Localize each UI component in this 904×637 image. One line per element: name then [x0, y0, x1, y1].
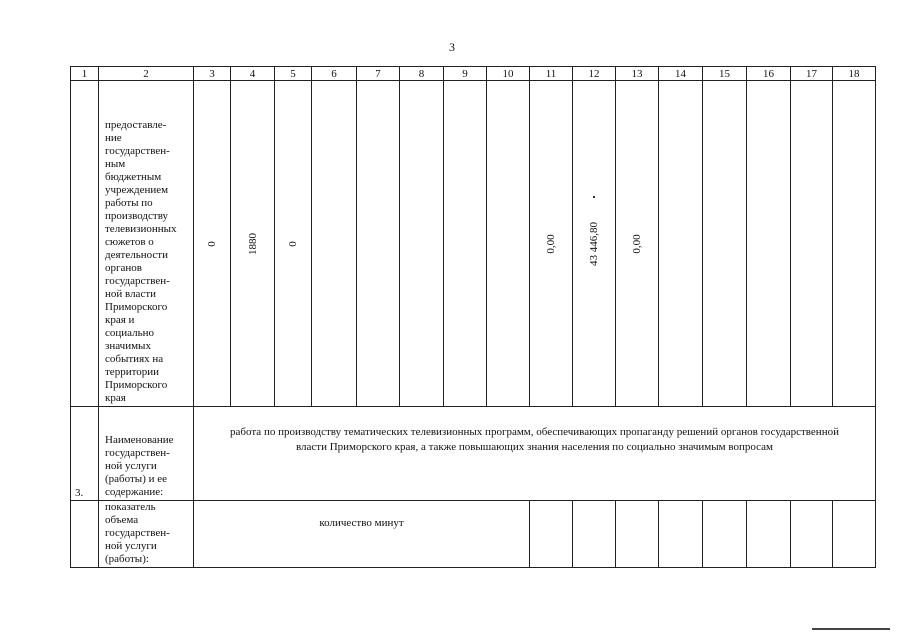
description-line: производству [105, 210, 169, 222]
description-line: ние [105, 132, 122, 144]
column-header: 7 [357, 67, 400, 81]
description-line: ной власти [105, 288, 157, 300]
rotated-value: 0 [206, 240, 218, 247]
empty-cell [747, 501, 791, 568]
column-header: 2 [99, 67, 194, 81]
empty-cell [703, 501, 747, 568]
column-header: 13 [616, 67, 659, 81]
row-number-cell [71, 501, 99, 568]
content-line: работа по производству тематических телевизионных программ, обеспечивающих пропаганду решений органов государственной [230, 425, 839, 438]
label-line: Наименование [105, 434, 174, 446]
column-header: 6 [312, 67, 357, 81]
empty-cell [791, 501, 833, 568]
budget-table [70, 66, 876, 568]
page-number: 3 [449, 40, 455, 54]
row-number-cell [71, 81, 99, 407]
label-line: государствен- [105, 447, 170, 459]
description-line: телевизионных [105, 223, 177, 235]
description-line: Приморского [105, 301, 168, 313]
value-cell-col10 [487, 81, 530, 407]
label-line: ной услуги [105, 460, 157, 472]
description-line: Приморского [105, 379, 168, 391]
column-header: 9 [444, 67, 487, 81]
column-header: 11 [530, 67, 573, 81]
column-header: 17 [791, 67, 833, 81]
unit-text: количество минут [319, 517, 404, 529]
description-line: ным [105, 158, 126, 170]
label-line: государствен- [105, 527, 170, 539]
description-line: сюжетов о [105, 236, 154, 248]
value-cell-col3 [194, 81, 231, 407]
label-line: показатель [105, 501, 156, 513]
value-cell-col16 [747, 81, 791, 407]
speck-mark [593, 196, 595, 198]
column-header: 5 [275, 67, 312, 81]
service-name-label [99, 407, 194, 501]
value-cell-col7 [357, 81, 400, 407]
indicator-unit [194, 501, 530, 568]
description-line: работы по [105, 197, 153, 209]
indicator-row [71, 501, 876, 568]
column-header: 1 [71, 67, 99, 81]
column-header: 10 [487, 67, 530, 81]
column-header: 16 [747, 67, 791, 81]
rotated-value: 43 446,80 [588, 221, 600, 266]
service-name-content [194, 407, 876, 501]
empty-cell [616, 501, 659, 568]
column-header: 15 [703, 67, 747, 81]
value-cell-col17 [791, 81, 833, 407]
scan-line-mark [812, 628, 890, 630]
value-cell-col5 [275, 81, 312, 407]
empty-cell [530, 501, 573, 568]
value-cell-col8 [400, 81, 444, 407]
description-line: края и [105, 314, 135, 326]
label-line: ной услуги [105, 540, 157, 552]
description-line: предоставле- [105, 119, 167, 131]
service-description [99, 81, 194, 407]
service-row [71, 81, 876, 407]
label-line: содержание: [105, 486, 164, 498]
value-cell-col6 [312, 81, 357, 407]
empty-cell [833, 501, 876, 568]
value-cell-col14 [659, 81, 703, 407]
column-header: 12 [573, 67, 616, 81]
rotated-value: 0,00 [631, 233, 643, 254]
description-line: органов [105, 262, 142, 274]
service-name-row [71, 407, 876, 501]
label-line: (работы): [105, 553, 149, 565]
rotated-value: 0,00 [545, 233, 557, 254]
column-header: 14 [659, 67, 703, 81]
column-header: 8 [400, 67, 444, 81]
empty-cell [573, 501, 616, 568]
description-line: учреждением [105, 184, 169, 196]
description-line: социально [105, 327, 155, 339]
description-line: государствен- [105, 145, 170, 157]
column-header: 3 [194, 67, 231, 81]
content-line: власти Приморского края, а также повышающих знания населения по социально значимым вопросам [295, 440, 774, 453]
value-cell-col12 [573, 81, 616, 407]
description-line: значимых [105, 340, 151, 352]
value-cell-col13 [616, 81, 659, 407]
description-line: событиях на [105, 353, 164, 365]
header-row [71, 67, 876, 81]
indicator-label [99, 501, 194, 568]
value-cell-col4 [231, 81, 275, 407]
description-line: государствен- [105, 275, 170, 287]
label-line: объема [105, 514, 139, 526]
rotated-value: 1880 [246, 232, 259, 255]
value-cell-col18 [833, 81, 876, 407]
description-line: деятельности [105, 249, 168, 261]
label-line: (работы) и ее [105, 473, 168, 485]
description-line: территории [105, 366, 160, 378]
description-line: края [105, 392, 126, 404]
value-cell-col9 [444, 81, 487, 407]
description-line: бюджетным [105, 171, 162, 183]
value-cell-col15 [703, 81, 747, 407]
value-cell-col11 [530, 81, 573, 407]
empty-cell [659, 501, 703, 568]
column-header: 4 [231, 67, 275, 81]
row-number: 3. [71, 407, 99, 501]
rotated-value: 0 [287, 240, 299, 247]
column-header: 18 [833, 67, 876, 81]
